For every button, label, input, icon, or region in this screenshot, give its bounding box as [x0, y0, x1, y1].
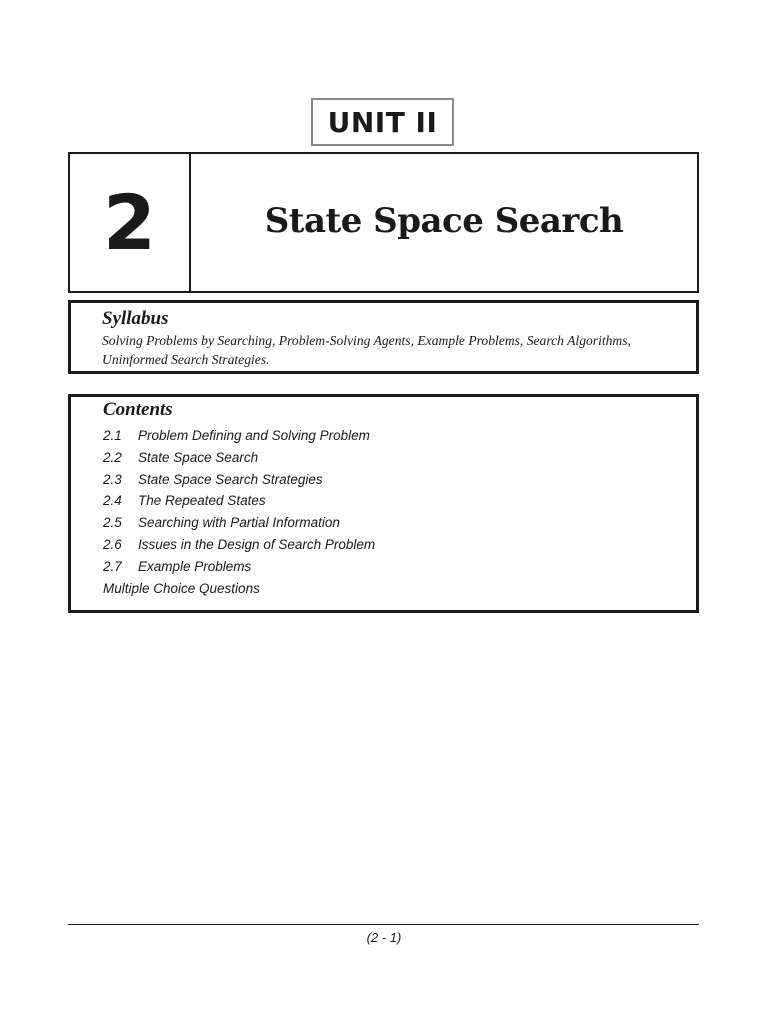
- contents-box: [68, 394, 699, 613]
- contents-item-number: 2.6: [103, 536, 122, 552]
- contents-list: [103, 425, 686, 599]
- contents-item-title: Searching with Partial Information: [138, 515, 340, 531]
- chapter-title: State Space Search: [264, 200, 624, 241]
- contents-item: [103, 447, 686, 469]
- unit-label: UNIT II: [311, 98, 454, 146]
- contents-item-number: 2.2: [103, 449, 122, 465]
- contents-item: [103, 556, 686, 578]
- contents-item-number: 2.1: [103, 428, 122, 443]
- syllabus-heading: Syllabus: [102, 308, 169, 329]
- contents-item-title: Problem Defining and Solving Problem: [138, 428, 370, 443]
- contents-item-number: 2.5: [103, 515, 122, 531]
- chapter-header: [68, 152, 699, 293]
- syllabus-box: [68, 300, 699, 374]
- contents-item-number: 2.3: [103, 471, 122, 487]
- contents-item-title: Multiple Choice Questions: [103, 580, 260, 596]
- contents-item-title: The Repeated States: [138, 493, 266, 509]
- contents-item-title: State Space Search Strategies: [138, 471, 323, 487]
- contents-item-title: Issues in the Design of Search Problem: [138, 536, 376, 552]
- contents-item-title: Example Problems: [138, 558, 252, 574]
- contents-heading: Contents: [103, 399, 173, 420]
- contents-item: [103, 469, 686, 491]
- contents-item: [103, 490, 686, 512]
- contents-item-title: State Space Search: [138, 449, 259, 465]
- contents-item: [103, 512, 686, 534]
- syllabus-line: Uninformed Search Strategies.: [102, 352, 270, 367]
- contents-item: [103, 534, 686, 556]
- chapter-number: 2: [70, 154, 191, 291]
- contents-item-number: 2.7: [103, 558, 122, 574]
- contents-item: [103, 425, 686, 447]
- page-number: (2 - 1): [366, 930, 402, 945]
- contents-item-mcq: [103, 578, 686, 600]
- footer-rule: [68, 924, 699, 925]
- contents-item-number: 2.4: [103, 493, 122, 509]
- syllabus-line: Solving Problems by Searching, Problem-Solving Agents, Example Problems, Search Algorithms,: [102, 333, 631, 348]
